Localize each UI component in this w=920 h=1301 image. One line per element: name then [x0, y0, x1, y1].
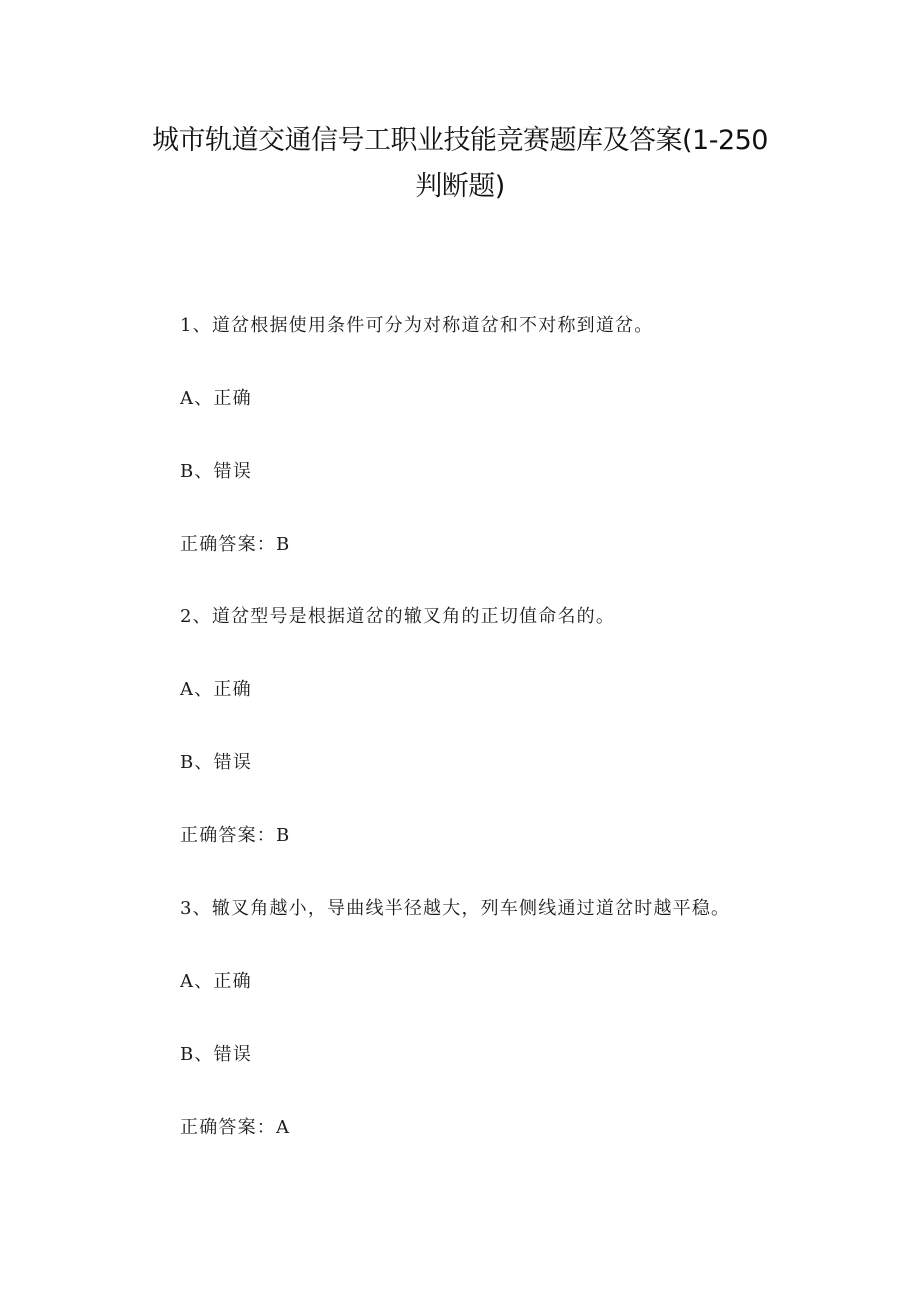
- document-title-line-1: 城市轨道交通信号工职业技能竞赛题库及答案(1-250: [152, 125, 768, 156]
- question-2-option-a: A、正确: [180, 679, 252, 700]
- question-3-option-a: A、正确: [180, 971, 252, 992]
- question-2-answer: 正确答案：B: [180, 825, 291, 846]
- question-1-option-a: A、正确: [180, 388, 252, 409]
- document-title-line-2: 判断题): [415, 171, 505, 202]
- question-3-stem: 3、辙叉角越小，导曲线半径越大，列车侧线通过道岔时越平稳。: [180, 898, 731, 919]
- question-3-option-b: B、错误: [180, 1044, 253, 1065]
- question-1-option-b: B、错误: [180, 461, 253, 482]
- question-1-stem: 1、道岔根据使用条件可分为对称道岔和不对称到道岔。: [180, 315, 654, 336]
- question-2-stem: 2、道岔型号是根据道岔的辙叉角的正切值命名的。: [180, 606, 616, 627]
- document-title: [140, 118, 780, 210]
- question-1-answer: 正确答案：B: [180, 534, 291, 555]
- question-3-answer: 正确答案：A: [180, 1117, 291, 1138]
- question-2-option-b: B、错误: [180, 752, 253, 773]
